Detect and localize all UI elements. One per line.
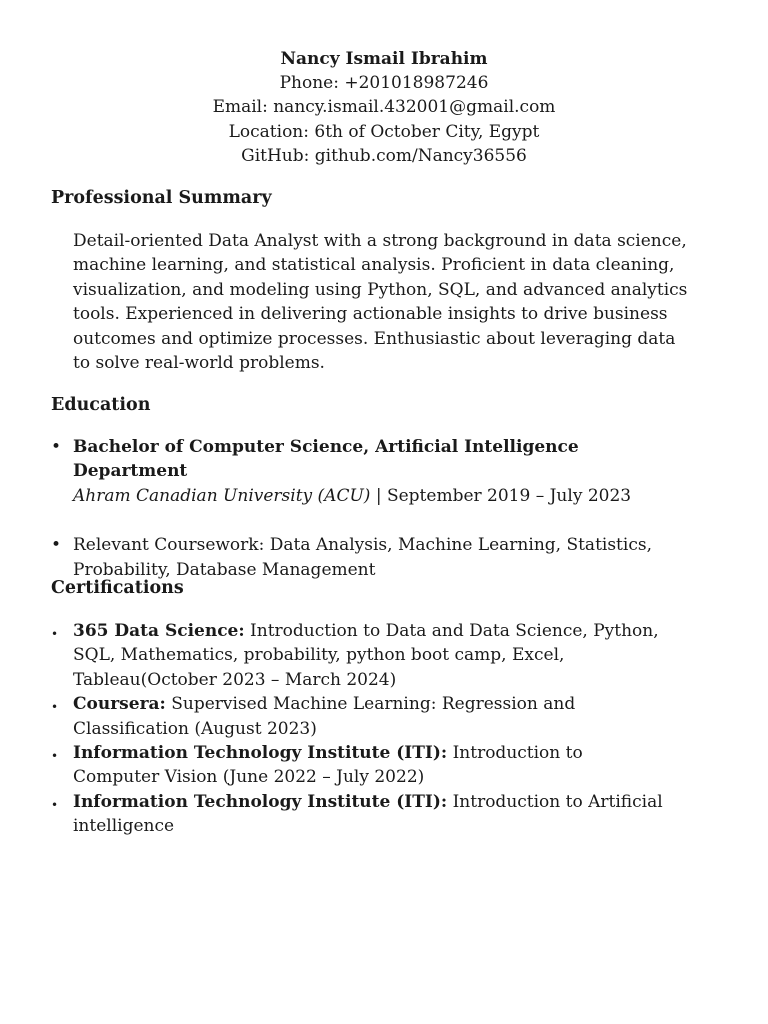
coursework-text: Relevant Coursework: Data Analysis, Machine Learning, Statistics, Probability, Database Management: [73, 535, 652, 580]
candidate-name: Nancy Ismail Ibrahim: [280, 49, 488, 69]
degree-meta: [73, 484, 673, 508]
cert-issuer: Information Technology Institute (ITI):: [73, 743, 448, 764]
certifications-heading: Certifications: [51, 578, 184, 598]
cert-issuer: 365 Data Science:: [73, 621, 245, 641]
education-list: [0, 435, 768, 582]
bullet-icon: •: [51, 627, 59, 641]
certification-item: [0, 692, 673, 741]
degree-title: Bachelor of Computer Science, Artificial Intelligence Department: [73, 437, 579, 482]
certification-item: [0, 619, 673, 692]
location-line: Location: 6th of October City, Egypt: [228, 121, 540, 142]
university-name: Ahram Canadian University (ACU): [73, 485, 371, 506]
bullet-icon: •: [51, 437, 62, 457]
degree-dates: | September 2019 – July 2023: [370, 485, 632, 506]
contact-header: [0, 47, 768, 168]
bullet-icon: •: [51, 797, 59, 812]
education-heading: Education: [51, 395, 151, 415]
email-line: Email: nancy.ismail.432001@gmail.com: [212, 97, 556, 118]
certification-item: [0, 741, 673, 790]
github-line: GitHub: github.com/Nancy36556: [241, 145, 527, 166]
certification-item: [0, 790, 673, 839]
summary-heading: Professional Summary: [51, 188, 272, 208]
cert-issuer: Information Technology Institute (ITI):: [73, 791, 448, 812]
education-item-coursework: [0, 533, 673, 582]
certifications-list: [0, 619, 768, 839]
bullet-icon: •: [51, 535, 62, 556]
cert-detail: Supervised Machine Learning: Regression and Classification (August 2023): [73, 694, 576, 739]
cert-issuer: Coursera:: [73, 694, 166, 715]
education-item-degree: [0, 435, 673, 508]
cert-detail: Introduction to Artificial intelligence: [73, 791, 663, 837]
summary-text: Detail-oriented Data Analyst with a strong background in data science, machine learning, and statistical analysis. Proficient in data cleaning, visualization, and modeling using Python, SQL, and advanced analytics tools. Experienced in delivering actionable insights to drive business outcomes and optimize processes. Enthusiastic about leveraging data to solve real-world problems.: [73, 231, 688, 374]
bullet-icon: •: [51, 700, 59, 715]
cert-detail: Introduction to Data and Data Science, Python, SQL, Mathematics, probability, python boot camp, Excel, Tableau(October 2023 – March 2024): [73, 621, 659, 690]
phone-line: Phone: +201018987246: [279, 73, 489, 94]
bullet-icon: •: [51, 749, 59, 764]
cert-detail: Introduction to Computer Vision (June 2022 – July 2022): [73, 743, 583, 788]
